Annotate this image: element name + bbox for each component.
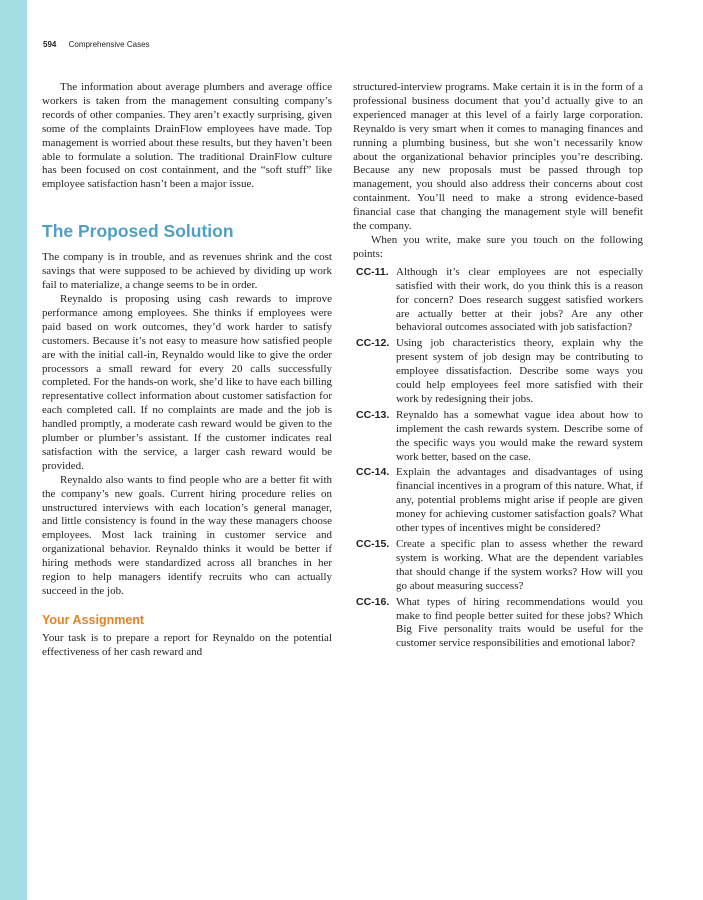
question-number: CC-13.: [356, 408, 390, 421]
assignment-paragraph-start: Your task is to prepare a report for Reynaldo on the potential effectiveness of her cash reward and: [42, 631, 332, 658]
question-text: Although it’s clear employees are not especially satisfied with their work, do you think this is a reason for concern? Does research suggest satisfied workers are actually better at their jobs? Are any other behavioral outcomes associated with job satisfaction?: [396, 265, 643, 334]
question-text: Create a specific plan to assess whether the reward system is working. What are the dependent variables that should change if the system works? How will you go about measuring success?: [396, 538, 643, 592]
proposed-paragraph-3: Reynaldo also wants to find people who are a better fit with the company’s new goals. Current hiring procedure relies on unstructured interviews with each location’s general manager, and little consistency is found in the way these managers choose employees. Most lack training in customer service and organizational behavior. Reynaldo thinks it would be better if hiring methods were standardized across all branches in her region to help managers identify recruits who can actually succeed in the job.: [42, 473, 332, 597]
question-list: [353, 266, 643, 651]
question-text: Using job characteristics theory, explain why the present system of job design may be contributing to employee dissatisfaction. Describe some ways you could help employees feel more satisfied with their work by redesigning their jobs.: [396, 337, 643, 405]
page-number: 594: [43, 40, 57, 49]
assignment-paragraph-continued: structured-interview programs. Make certain it is in the form of a professional business document that you’d actually give to an experienced manager at this level of a fairly large corporation. Reynaldo is very smart when it comes to managing finances and running a plumbing business, but she won’t necessarily know about the organizational behavior principles you’re describing. Because any new proposals must be passed through top management, you should also address their concerns about cost containment. You’ll need to make a strong evidence-based financial case that changing the management style will benefit the company.: [353, 81, 643, 233]
question-item: [353, 266, 643, 336]
intro-paragraph: The information about average plumbers and average office workers is taken from the management consulting company’s records of other companies. They aren’t exactly surprising, given some of the complaints DrainFlow employees have made. Top management is worried about these results, but they haven’t been able to formulate a solution. The traditional DrainFlow culture has been focused on cost containment, and the “soft stuff” like employee satisfaction hasn’t been a major issue.: [42, 81, 332, 191]
running-header: [43, 40, 150, 49]
question-item: [353, 337, 643, 407]
page-edge-band: [0, 0, 27, 900]
proposed-paragraph-2: Reynaldo is proposing using cash rewards to improve performance among employees. She thinks if employees were paid based on work outcomes, they’d work harder to satisfy customers. Because it’s not easy to measure how satisfied people are with the initial call-in, Reynaldo would like to give the order processors a small reward for every 20 calls successfully completed. For the hands-on work, she’d like to have each billing representative collect information about customer satisfaction for each completed call. If no complaints are made and the job is handled promptly, a moderate cash reward would be given to the plumber or plumber’s assistant. If the customer indicates real satisfaction with the service, a larger cash reward would be provided.: [42, 292, 332, 472]
question-text: Explain the advantages and disadvantages of using financial incentives in a program of this nature. What, if any, potential problems might arise if people are given money for achieving customer satisfaction goals? What other types of incentives might be considered?: [396, 466, 643, 535]
question-number: CC-12.: [356, 337, 390, 350]
question-number: CC-16.: [356, 595, 390, 608]
right-column: [353, 81, 643, 651]
question-text: Reynaldo has a somewhat vague idea about how to implement the cash rewards system. Describe some of the specific ways you would make the reward system work better, based on the case.: [396, 408, 643, 463]
question-item: [353, 466, 643, 536]
question-item: [353, 538, 643, 594]
question-number: CC-14.: [356, 466, 390, 479]
question-number: CC-11.: [356, 265, 389, 278]
question-item: [353, 409, 643, 465]
points-intro: When you write, make sure you touch on the following points:: [353, 233, 643, 260]
question-text: What types of hiring recommendations would you make to find people better suited for these jobs? Which Big Five personality traits would be useful for the customer service responsibilities and emotional labor?: [396, 595, 643, 650]
subsection-heading-your-assignment: Your Assignment: [42, 612, 145, 627]
running-title: Comprehensive Cases: [68, 40, 150, 49]
question-item: [353, 596, 643, 652]
section-heading-proposed-solution: The Proposed Solution: [42, 221, 234, 242]
left-column: [42, 81, 332, 660]
question-number: CC-15.: [356, 538, 390, 550]
proposed-paragraph-1: The company is in trouble, and as revenues shrink and the cost savings that were supposed to be achieved by dividing up work fail to materialize, a change seems to be in order.: [42, 251, 332, 292]
